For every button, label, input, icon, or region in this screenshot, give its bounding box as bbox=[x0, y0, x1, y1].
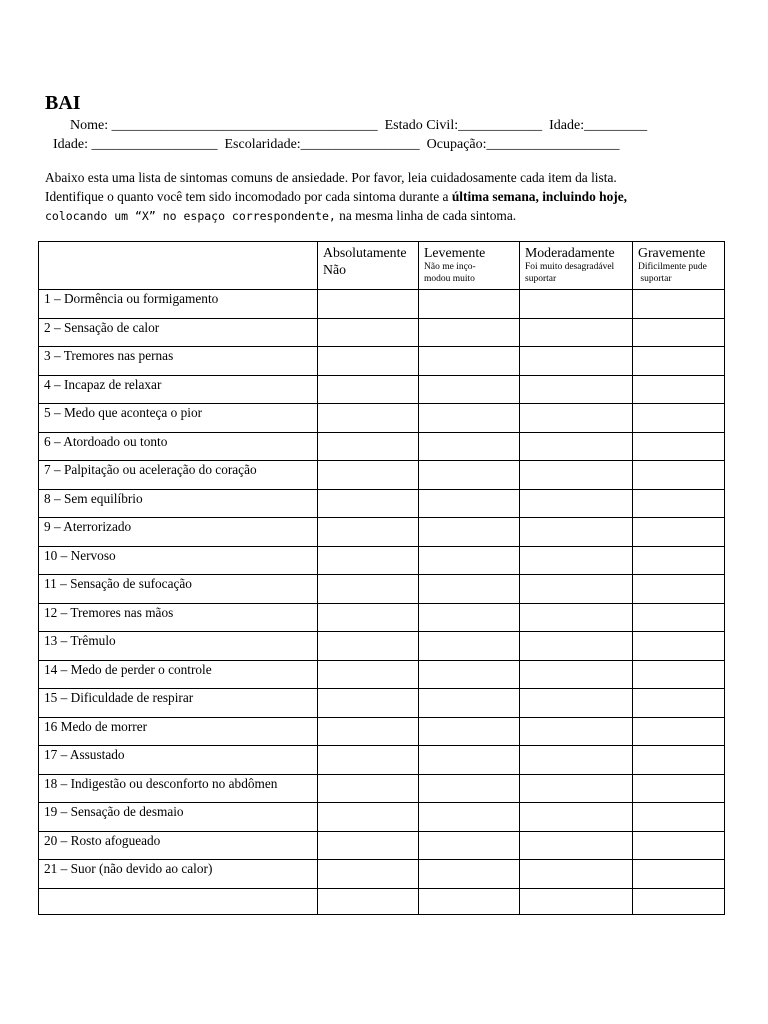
answer-cell-moderadamente[interactable] bbox=[520, 689, 633, 718]
answer-cell-levemente[interactable] bbox=[419, 717, 520, 746]
symptom-label: 7 – Palpitação ou aceleração do coração bbox=[39, 461, 318, 490]
symptom-label: 1 – Dormência ou formigamento bbox=[39, 290, 318, 319]
header-line-name[interactable]: Nome: ______________________________________ Estado Civil:____________ Idade:_________ bbox=[70, 118, 648, 133]
answer-cell-gravemente[interactable] bbox=[633, 717, 725, 746]
answer-cell-moderadamente[interactable] bbox=[520, 717, 633, 746]
answer-cell-absolutamente-nao[interactable] bbox=[318, 432, 419, 461]
answer-cell-gravemente[interactable] bbox=[633, 603, 725, 632]
answer-cell-levemente[interactable] bbox=[419, 489, 520, 518]
answer-cell-moderadamente[interactable] bbox=[520, 774, 633, 803]
answer-cell-levemente[interactable] bbox=[419, 803, 520, 832]
blank-cell bbox=[39, 888, 318, 914]
symptom-row bbox=[39, 689, 725, 718]
answer-cell-levemente[interactable] bbox=[419, 546, 520, 575]
answer-cell-moderadamente[interactable] bbox=[520, 347, 633, 376]
answer-cell-absolutamente-nao[interactable] bbox=[318, 746, 419, 775]
answer-cell-gravemente[interactable] bbox=[633, 432, 725, 461]
answer-cell-gravemente[interactable] bbox=[633, 546, 725, 575]
column-header-levemente bbox=[419, 242, 520, 290]
blank-row bbox=[39, 888, 725, 914]
answer-cell-absolutamente-nao[interactable] bbox=[318, 774, 419, 803]
symptom-row bbox=[39, 603, 725, 632]
instructions-line-2 bbox=[45, 189, 627, 205]
answer-cell-levemente[interactable] bbox=[419, 347, 520, 376]
answer-cell-moderadamente[interactable] bbox=[520, 432, 633, 461]
column-label: Moderadamente bbox=[525, 245, 615, 260]
answer-cell-gravemente[interactable] bbox=[633, 404, 725, 433]
symptom-row bbox=[39, 347, 725, 376]
symptom-label: 21 – Suor (não devido ao calor) bbox=[39, 860, 318, 889]
answer-cell-absolutamente-nao[interactable] bbox=[318, 803, 419, 832]
column-description: Foi muito desagradável suportar bbox=[525, 262, 615, 284]
symptom-row bbox=[39, 432, 725, 461]
answer-cell-levemente[interactable] bbox=[419, 318, 520, 347]
symptom-row bbox=[39, 717, 725, 746]
answer-cell-moderadamente[interactable] bbox=[520, 546, 633, 575]
symptom-label: 6 – Atordoado ou tonto bbox=[39, 432, 318, 461]
column-header-moderadamente bbox=[520, 242, 633, 290]
answer-cell-gravemente[interactable] bbox=[633, 290, 725, 319]
answer-cell-absolutamente-nao[interactable] bbox=[318, 375, 419, 404]
header-line-education[interactable]: Idade: __________________ Escolaridade:_________________ Ocupação:___________________ bbox=[53, 137, 620, 152]
answer-cell-gravemente[interactable] bbox=[633, 746, 725, 775]
answer-cell-absolutamente-nao[interactable] bbox=[318, 603, 419, 632]
answer-cell-moderadamente[interactable] bbox=[520, 803, 633, 832]
symptom-row bbox=[39, 518, 725, 547]
symptom-row bbox=[39, 660, 725, 689]
answer-cell-gravemente[interactable] bbox=[633, 831, 725, 860]
answer-cell-absolutamente-nao[interactable] bbox=[318, 632, 419, 661]
page-title: BAI bbox=[45, 92, 81, 114]
answer-cell-moderadamente[interactable] bbox=[520, 290, 633, 319]
symptom-row bbox=[39, 375, 725, 404]
symptom-label: 10 – Nervoso bbox=[39, 546, 318, 575]
answer-cell-levemente[interactable] bbox=[419, 746, 520, 775]
answer-cell-moderadamente[interactable] bbox=[520, 461, 633, 490]
answer-cell-moderadamente[interactable] bbox=[520, 831, 633, 860]
answer-cell-gravemente[interactable] bbox=[633, 632, 725, 661]
answer-cell-levemente[interactable] bbox=[419, 860, 520, 889]
answer-cell-absolutamente-nao[interactable] bbox=[318, 717, 419, 746]
blank-cell[interactable] bbox=[419, 888, 520, 914]
blank-cell[interactable] bbox=[318, 888, 419, 914]
answer-cell-levemente[interactable] bbox=[419, 689, 520, 718]
answer-cell-absolutamente-nao[interactable] bbox=[318, 575, 419, 604]
instructions-mono-text: colocando um “X” no espaço correspondente, bbox=[45, 209, 336, 223]
answer-cell-levemente[interactable] bbox=[419, 632, 520, 661]
symptom-row bbox=[39, 461, 725, 490]
column-label-secondary: Não bbox=[323, 262, 346, 277]
answer-cell-levemente[interactable] bbox=[419, 660, 520, 689]
answer-cell-gravemente[interactable] bbox=[633, 774, 725, 803]
answer-cell-gravemente[interactable] bbox=[633, 575, 725, 604]
symptom-row bbox=[39, 831, 725, 860]
answer-cell-levemente[interactable] bbox=[419, 831, 520, 860]
instructions-line-1: Abaixo esta uma lista de sintomas comuns de ansiedade. Por favor, leia cuidadosamente cada item da lista. bbox=[45, 170, 617, 185]
symptom-row bbox=[39, 803, 725, 832]
column-label: Absolutamente bbox=[323, 245, 407, 260]
instructions-line-3 bbox=[45, 208, 516, 224]
column-description: Não me inço- modou muito bbox=[424, 262, 476, 284]
symptom-row bbox=[39, 489, 725, 518]
symptom-row bbox=[39, 632, 725, 661]
answer-cell-moderadamente[interactable] bbox=[520, 660, 633, 689]
answer-cell-levemente[interactable] bbox=[419, 774, 520, 803]
answer-cell-levemente[interactable] bbox=[419, 518, 520, 547]
answer-cell-absolutamente-nao[interactable] bbox=[318, 518, 419, 547]
answer-cell-absolutamente-nao[interactable] bbox=[318, 318, 419, 347]
instructions-text-end: na mesma linha de cada sintoma. bbox=[335, 208, 517, 223]
symptom-row bbox=[39, 404, 725, 433]
symptom-label: 19 – Sensação de desmaio bbox=[39, 803, 318, 832]
answer-cell-gravemente[interactable] bbox=[633, 860, 725, 889]
answer-cell-moderadamente[interactable] bbox=[520, 404, 633, 433]
answer-cell-gravemente[interactable] bbox=[633, 489, 725, 518]
blank-cell[interactable] bbox=[520, 888, 633, 914]
answer-cell-moderadamente[interactable] bbox=[520, 575, 633, 604]
symptom-label: 4 – Incapaz de relaxar bbox=[39, 375, 318, 404]
answer-cell-moderadamente[interactable] bbox=[520, 603, 633, 632]
instructions-emphasis: última semana, incluindo hoje, bbox=[451, 189, 628, 204]
symptom-label: 16 Medo de morrer bbox=[39, 717, 318, 746]
column-description: Dificilmente pude suportar bbox=[638, 262, 707, 284]
answer-cell-gravemente[interactable] bbox=[633, 318, 725, 347]
symptom-label: 3 – Tremores nas pernas bbox=[39, 347, 318, 376]
symptom-label: 9 – Aterrorizado bbox=[39, 518, 318, 547]
answer-cell-levemente[interactable] bbox=[419, 404, 520, 433]
answer-cell-absolutamente-nao[interactable] bbox=[318, 347, 419, 376]
symptom-row bbox=[39, 746, 725, 775]
column-label: Gravemente bbox=[638, 245, 706, 260]
answer-cell-absolutamente-nao[interactable] bbox=[318, 290, 419, 319]
symptom-label: 13 – Trêmulo bbox=[39, 632, 318, 661]
answer-cell-levemente[interactable] bbox=[419, 375, 520, 404]
answer-cell-moderadamente[interactable] bbox=[520, 518, 633, 547]
answer-cell-gravemente[interactable] bbox=[633, 689, 725, 718]
symptom-label: 11 – Sensação de sufocação bbox=[39, 575, 318, 604]
answer-cell-gravemente[interactable] bbox=[633, 461, 725, 490]
blank-cell[interactable] bbox=[633, 888, 725, 914]
answer-cell-moderadamente[interactable] bbox=[520, 860, 633, 889]
symptom-row bbox=[39, 546, 725, 575]
symptom-label: 20 – Rosto afogueado bbox=[39, 831, 318, 860]
column-header-absolutamente bbox=[318, 242, 419, 290]
symptom-table-body bbox=[39, 242, 725, 915]
answer-cell-absolutamente-nao[interactable] bbox=[318, 660, 419, 689]
symptom-row bbox=[39, 290, 725, 319]
answer-cell-levemente[interactable] bbox=[419, 603, 520, 632]
answer-cell-absolutamente-nao[interactable] bbox=[318, 860, 419, 889]
answer-cell-absolutamente-nao[interactable] bbox=[318, 461, 419, 490]
symptom-label: 17 – Assustado bbox=[39, 746, 318, 775]
symptom-label: 5 – Medo que aconteça o pior bbox=[39, 404, 318, 433]
answer-cell-levemente[interactable] bbox=[419, 461, 520, 490]
table-header-row bbox=[39, 242, 725, 290]
column-header-gravemente bbox=[633, 242, 725, 290]
answer-cell-absolutamente-nao[interactable] bbox=[318, 546, 419, 575]
answer-cell-absolutamente-nao[interactable] bbox=[318, 404, 419, 433]
answer-cell-gravemente[interactable] bbox=[633, 660, 725, 689]
symptom-row bbox=[39, 774, 725, 803]
answer-cell-gravemente[interactable] bbox=[633, 347, 725, 376]
symptom-row bbox=[39, 575, 725, 604]
symptom-label: 8 – Sem equilíbrio bbox=[39, 489, 318, 518]
answer-cell-moderadamente[interactable] bbox=[520, 375, 633, 404]
answer-cell-absolutamente-nao[interactable] bbox=[318, 489, 419, 518]
symptom-row bbox=[39, 860, 725, 889]
answer-cell-moderadamente[interactable] bbox=[520, 489, 633, 518]
symptom-label: 18 – Indigestão ou desconforto no abdômen bbox=[39, 774, 318, 803]
answer-cell-gravemente[interactable] bbox=[633, 518, 725, 547]
symptom-label: 15 – Dificuldade de respirar bbox=[39, 689, 318, 718]
symptom-label: 14 – Medo de perder o controle bbox=[39, 660, 318, 689]
answer-cell-levemente[interactable] bbox=[419, 432, 520, 461]
symptom-label: 2 – Sensação de calor bbox=[39, 318, 318, 347]
column-label: Levemente bbox=[424, 245, 486, 260]
symptom-row bbox=[39, 318, 725, 347]
header-blank-cell bbox=[39, 242, 318, 290]
answer-cell-moderadamente[interactable] bbox=[520, 318, 633, 347]
answer-cell-gravemente[interactable] bbox=[633, 375, 725, 404]
answer-cell-absolutamente-nao[interactable] bbox=[318, 689, 419, 718]
answer-cell-levemente[interactable] bbox=[419, 290, 520, 319]
symptom-label: 12 – Tremores nas mãos bbox=[39, 603, 318, 632]
symptom-table bbox=[38, 241, 725, 915]
instructions-text: Identifique o quanto você tem sido incomodado por cada sintoma durante a bbox=[45, 189, 452, 204]
answer-cell-levemente[interactable] bbox=[419, 575, 520, 604]
answer-cell-gravemente[interactable] bbox=[633, 803, 725, 832]
answer-cell-moderadamente[interactable] bbox=[520, 632, 633, 661]
answer-cell-moderadamente[interactable] bbox=[520, 746, 633, 775]
answer-cell-absolutamente-nao[interactable] bbox=[318, 831, 419, 860]
